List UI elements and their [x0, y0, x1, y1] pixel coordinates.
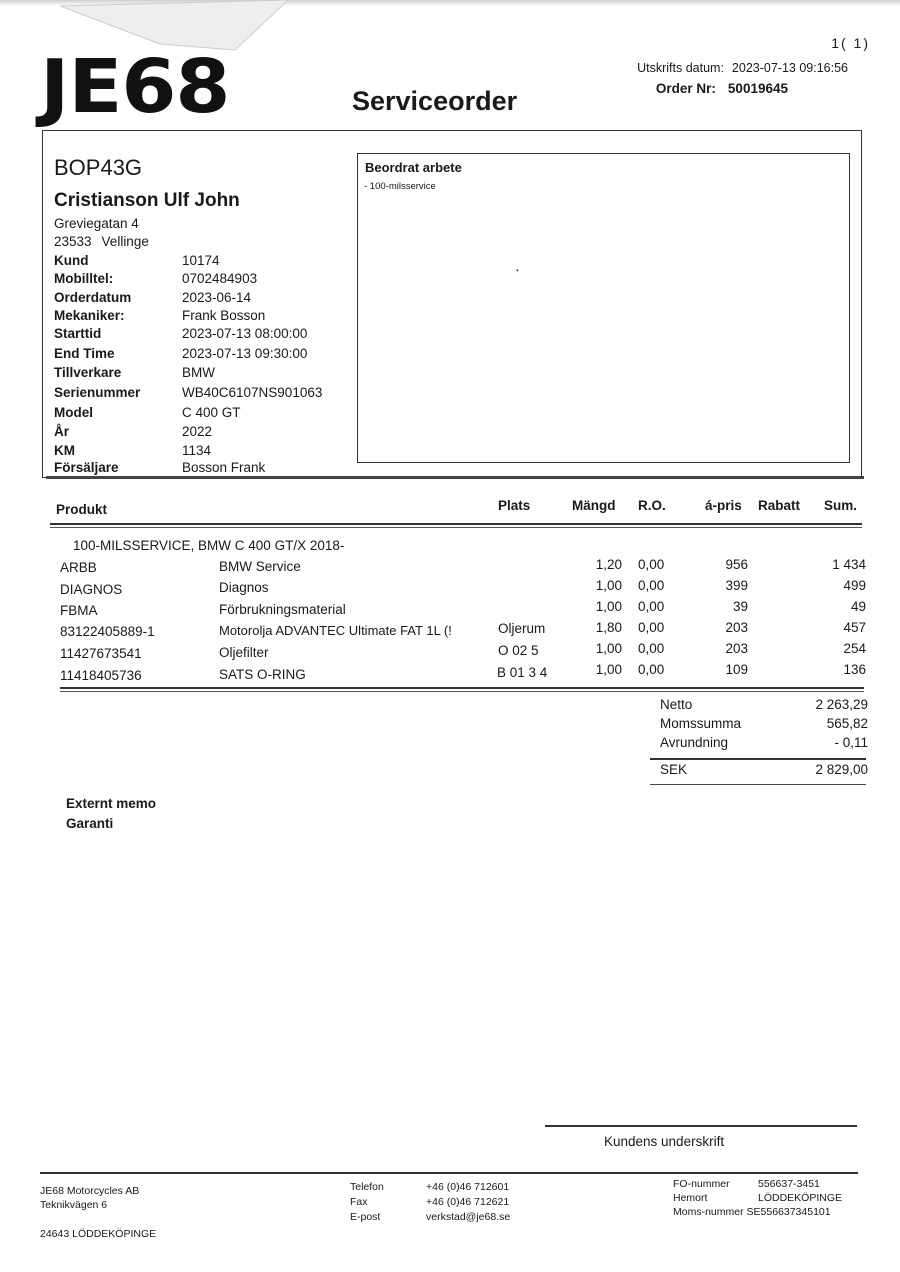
detail-row — [54, 460, 354, 479]
detail-row — [54, 385, 354, 404]
row-plats: O 02 5 — [498, 643, 539, 658]
row-qty: 1,00 — [595, 578, 622, 593]
detail-row — [54, 424, 354, 443]
footer-phone — [350, 1181, 509, 1193]
row-ro: 0,00 — [638, 620, 665, 635]
row-ro: 0,00 — [638, 599, 665, 614]
row-description: Förbrukningsmaterial — [219, 602, 346, 617]
detail-value: Frank Bosson — [182, 308, 266, 323]
detail-label: Serienummer — [54, 385, 141, 400]
table-row — [0, 641, 900, 663]
detail-row — [54, 346, 354, 365]
moms-label: Moms-nummer — [673, 1206, 744, 1218]
detail-label: Försäljare — [54, 460, 119, 475]
detail-value: Bosson Frank — [182, 460, 266, 475]
customer-postal — [54, 234, 149, 249]
row-sum: 457 — [843, 620, 866, 635]
row-ro: 0,00 — [638, 578, 665, 593]
footer-moms — [673, 1206, 831, 1218]
detail-value: BMW — [182, 365, 215, 380]
total-value: - 0,11 — [834, 735, 868, 750]
col-header-ro: R.O. — [638, 498, 666, 513]
row-price: 109 — [725, 662, 748, 677]
col-header-plats: Plats — [498, 498, 531, 513]
row-description: Motorolja ADVANTEC Ultimate FAT 1L (! — [219, 623, 452, 638]
total-row — [660, 735, 868, 755]
footer-street: Teknikvägen 6 — [40, 1199, 108, 1211]
total-label: Momssumma — [660, 716, 742, 731]
row-ro: 0,00 — [638, 641, 665, 656]
row-price: 203 — [725, 620, 748, 635]
col-header-product: Produkt — [56, 502, 108, 517]
phone-value: +46 (0)46 712601 — [426, 1181, 510, 1193]
row-ro: 0,00 — [638, 662, 665, 677]
table-row — [0, 662, 900, 684]
row-price: 39 — [732, 599, 748, 614]
row-sum: 499 — [843, 578, 866, 593]
row-description: SATS O-RING — [219, 667, 306, 682]
total-row — [660, 697, 868, 717]
row-plats: Oljerum — [498, 621, 546, 636]
footer-fax — [350, 1196, 509, 1208]
license-plate: BOP43G — [54, 155, 143, 180]
table-end-rule — [60, 691, 864, 692]
total-label: Avrundning — [660, 735, 729, 750]
hemort-value: LÖDDEKÖPINGE — [758, 1192, 843, 1204]
row-sum: 254 — [843, 641, 866, 656]
scan-speck: • — [516, 266, 519, 275]
detail-value: 2023-07-13 08:00:00 — [182, 326, 308, 341]
row-description: Oljefilter — [219, 645, 269, 660]
detail-label: Mekaniker: — [54, 308, 125, 323]
order-number-value: 50019645 — [727, 81, 788, 96]
detail-label: Kund — [54, 253, 89, 268]
header-rule — [50, 523, 862, 525]
row-qty: 1,00 — [595, 662, 622, 677]
total-label: Netto — [660, 697, 693, 712]
row-code: 83122405889-1 — [60, 624, 155, 639]
row-plats: B 01 3 4 — [497, 665, 548, 680]
col-header-price: á-pris — [705, 498, 742, 513]
memo-title: Externt memo — [66, 796, 157, 811]
ordered-work-box — [357, 153, 850, 463]
row-qty: 1,00 — [595, 599, 622, 614]
order-number — [600, 81, 788, 96]
row-price: 399 — [725, 578, 748, 593]
detail-label: Starttid — [54, 326, 102, 341]
print-date-label: Utskrifts datum: — [637, 61, 724, 75]
signature-line — [545, 1125, 857, 1127]
customer-name: Cristianson Ulf John — [54, 190, 240, 211]
row-code: 11427673541 — [60, 646, 142, 661]
postal-code: 23533 — [54, 234, 92, 249]
row-ro: 0,00 — [638, 557, 665, 572]
row-price: 956 — [725, 557, 748, 572]
row-code: 11418405736 — [60, 668, 142, 683]
row-qty: 1,00 — [595, 641, 622, 656]
detail-label: End Time — [54, 346, 115, 361]
detail-row — [54, 405, 354, 424]
print-date-value: 2023-07-13 09:16:56 — [731, 61, 848, 75]
row-sum: 49 — [850, 599, 866, 614]
detail-row — [54, 326, 354, 345]
hemort-label: Hemort — [673, 1192, 708, 1204]
total-value: 2 263,29 — [815, 697, 868, 712]
customer-street: Greviegatan 4 — [54, 216, 139, 231]
footer-rule — [40, 1172, 858, 1174]
detail-label: Tillverkare — [54, 365, 122, 380]
city: Vellinge — [101, 234, 149, 249]
fax-value: +46 (0)46 712621 — [426, 1196, 510, 1208]
row-code: FBMA — [60, 603, 98, 618]
total-value: 565,82 — [826, 716, 868, 731]
detail-row — [54, 308, 354, 327]
total-row — [660, 716, 868, 736]
detail-value: 2023-07-13 09:30:00 — [182, 346, 308, 361]
row-description: BMW Service — [219, 559, 301, 574]
row-code: ARBB — [60, 560, 97, 575]
table-end-rule — [60, 687, 864, 689]
detail-value: WB40C6107NS901063 — [182, 385, 323, 400]
row-sum: 136 — [843, 662, 866, 677]
service-group-title: 100-MILSSERVICE, BMW C 400 GT/X 2018- — [73, 538, 345, 553]
moms-value: SE556637345101 — [746, 1206, 831, 1218]
total-row-sek — [660, 762, 868, 782]
footer-email — [350, 1211, 510, 1223]
table-row — [0, 620, 900, 642]
company-logo: JE68 — [40, 44, 230, 130]
table-row — [0, 557, 900, 579]
detail-row — [54, 365, 354, 384]
memo-text: Garanti — [66, 816, 114, 831]
detail-value: 0702484903 — [182, 271, 258, 286]
table-row — [0, 599, 900, 621]
detail-value: C 400 GT — [182, 405, 241, 420]
detail-label: År — [54, 424, 70, 439]
detail-row — [54, 253, 354, 272]
detail-value: 10174 — [182, 253, 220, 268]
footer-postal: 24643 LÖDDEKÖPINGE — [40, 1228, 157, 1240]
row-qty: 1,80 — [595, 620, 622, 635]
total-label: SEK — [660, 762, 688, 777]
fo-label: FO-nummer — [673, 1178, 730, 1190]
email-value: verkstad@je68.se — [426, 1211, 511, 1223]
totals-rule — [650, 758, 866, 760]
detail-value: 1134 — [182, 443, 212, 458]
header-rule — [50, 527, 862, 528]
table-row — [0, 578, 900, 600]
order-number-label: Order Nr: — [655, 81, 716, 96]
email-label: E-post — [350, 1211, 381, 1223]
detail-label: Mobilltel: — [54, 271, 114, 286]
totals-rule — [650, 784, 866, 785]
row-code: DIAGNOS — [60, 582, 123, 597]
total-value: 2 829,00 — [815, 762, 868, 777]
detail-label: Orderdatum — [54, 290, 132, 305]
col-header-qty: Mängd — [572, 498, 616, 513]
phone-label: Telefon — [350, 1181, 384, 1193]
detail-value: 2022 — [182, 424, 213, 439]
row-sum: 1 434 — [832, 557, 866, 572]
print-date — [580, 61, 848, 75]
signature-label: Kundens underskrift — [604, 1134, 725, 1149]
row-qty: 1,20 — [595, 557, 622, 572]
detail-label: Model — [54, 405, 93, 420]
footer-hemort — [673, 1192, 842, 1204]
detail-row — [54, 271, 354, 290]
row-price: 203 — [725, 641, 748, 656]
fax-label: Fax — [350, 1196, 368, 1208]
row-description: Diagnos — [219, 580, 269, 595]
col-header-sum: Sum. — [824, 498, 858, 513]
detail-row — [54, 290, 354, 309]
footer-company: JE68 Motorcycles AB — [40, 1185, 140, 1197]
col-header-discount: Rabatt — [758, 498, 801, 513]
document-title: Serviceorder — [352, 86, 518, 116]
ordered-work-item: - 100-milsservice — [364, 181, 436, 192]
page-number: 1( 1) — [831, 35, 870, 51]
detail-value: 2023-06-14 — [182, 290, 252, 305]
detail-label: KM — [54, 443, 75, 458]
footer-fo — [673, 1178, 820, 1190]
fo-value: 556637-3451 — [758, 1178, 820, 1190]
ordered-work-title: Beordrat arbete — [365, 160, 462, 175]
